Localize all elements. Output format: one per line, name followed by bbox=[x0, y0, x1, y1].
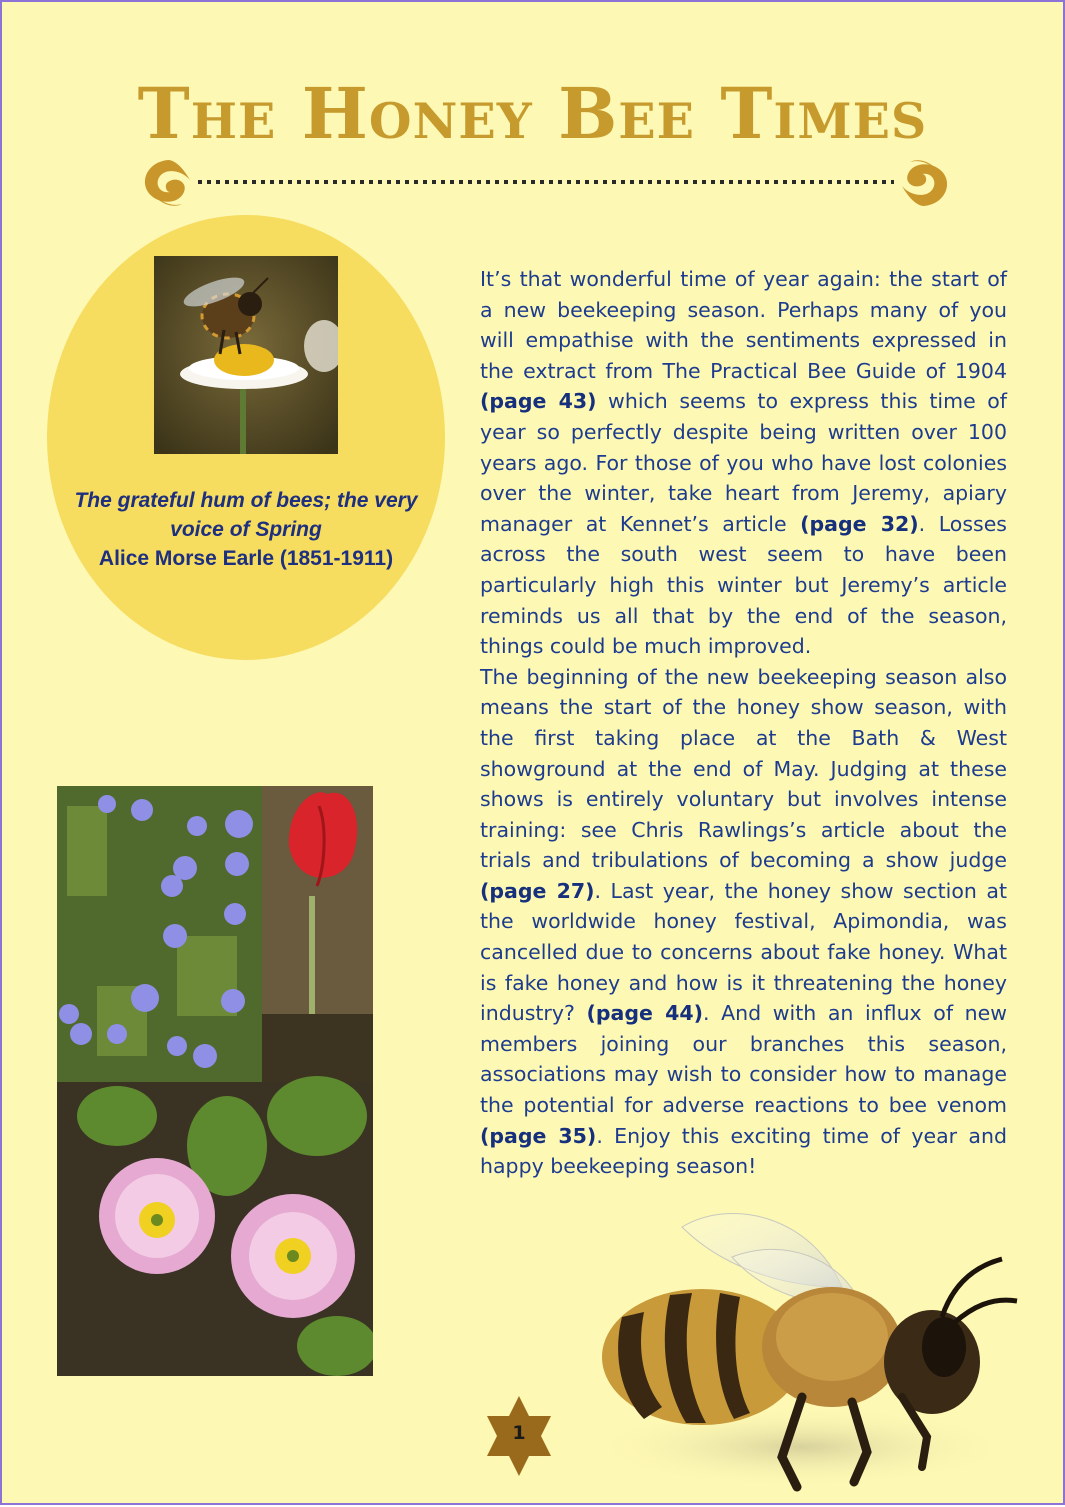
article-text: The beginning of the new beekeeping season also means the start of the honey show season, with the first taking place at the Bath & West showground at the end of May. Judging at these shows is entirely voluntary but involves intense training: see Chris Rawlings’s article about the trials and tribulations of becoming a show judge bbox=[480, 664, 1007, 873]
ornamental-divider bbox=[138, 152, 954, 214]
masthead-title: The Honey Bee Times bbox=[137, 72, 928, 155]
page-number: 1 bbox=[512, 1422, 526, 1444]
quote-text: The grateful hum of bees; the very voice of Spring bbox=[74, 489, 418, 541]
bee-on-daisy-photo bbox=[154, 256, 338, 454]
article-paragraph-1 bbox=[480, 264, 1007, 662]
article-text: It’s that wonderful time of year again: the start of a new beekeeping season. Perhaps many of you will empathise with the sentiments expressed in the extract from The Practical Bee Guide of 1904 bbox=[480, 267, 1007, 383]
article-text: which seems to express this time of year so perfectly despite being written over 100 years ago. For those of you who have lost colonies over the winter, take heart from Jeremy, apiary manager at Kennet’s article bbox=[480, 389, 1007, 536]
page-reference: (page 27) bbox=[480, 878, 595, 903]
honeybee-illustration bbox=[582, 1197, 1022, 1497]
spring-flowers-collage bbox=[57, 786, 373, 1376]
article-text: . Enjoy this exciting time of year and happy beekeeping season! bbox=[480, 1123, 1007, 1179]
article-paragraph-2 bbox=[480, 662, 1007, 1182]
page-reference: (page 35) bbox=[480, 1123, 597, 1148]
editorial-article bbox=[480, 264, 1007, 1182]
article-text: . Last year, the honey show section at the worldwide honey festival, Apimondia, was cancelled due to concerns about fake honey. What is fake honey and how is it threatening the honey industry? bbox=[480, 878, 1007, 1026]
page-reference: (page 43) bbox=[480, 389, 597, 414]
article-text: . Losses across the south west seem to have been particularly high this winter but Jeremy’s article reminds us all that by the end of the season, things could be much improved. bbox=[480, 511, 1007, 659]
sidebar-quote bbox=[60, 486, 432, 573]
article-text: . And with an influx of new members joining our branches this season, associations may wish to consider how to manage the potential for adverse reactions to bee venom bbox=[480, 1001, 1007, 1118]
quote-author: Alice Morse Earle (1851-1911) bbox=[98, 547, 394, 570]
page-reference: (page 32) bbox=[800, 511, 919, 536]
page-reference: (page 44) bbox=[586, 1001, 704, 1026]
